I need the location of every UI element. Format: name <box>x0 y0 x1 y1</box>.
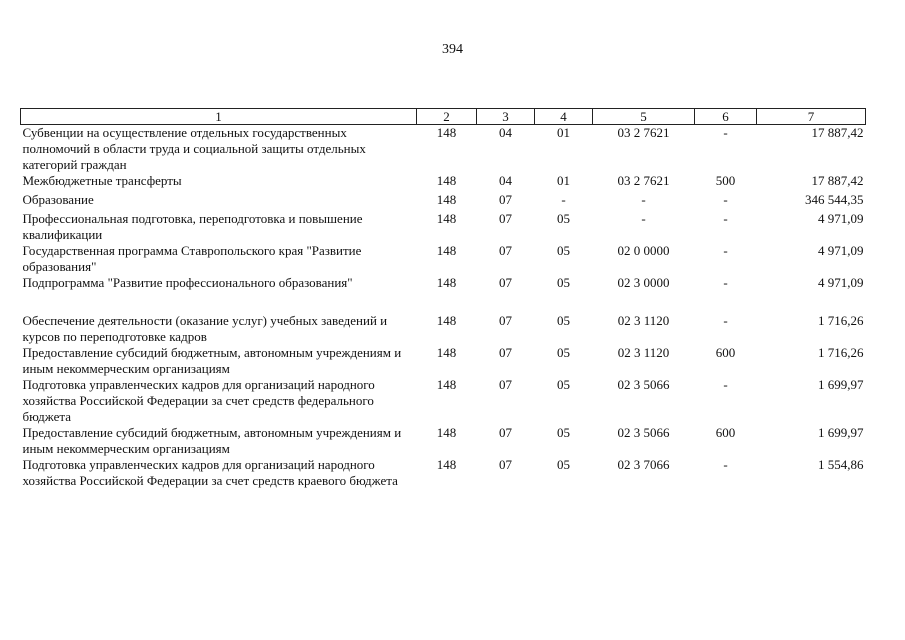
row-name: Подпрограмма "Развитие профессионального образования" <box>22 275 353 290</box>
row-amount: 17 887,42 <box>811 125 864 140</box>
row-code-4: 05 <box>557 275 570 290</box>
row-code-6: 500 <box>715 173 736 188</box>
row-code-3: 07 <box>499 457 512 472</box>
row-code-3: 07 <box>499 313 512 328</box>
row-code-5: 02 3 1120 <box>617 345 670 360</box>
row-code-3: 07 <box>499 243 512 258</box>
column-header-4: 4 <box>535 109 593 125</box>
row-code-6: - <box>723 377 728 392</box>
row-code-5: - <box>641 192 646 207</box>
row-name: Подготовка управленческих кадров для организаций народного хозяйства Российской Федерации за счет средств краевого бюджета <box>22 457 398 488</box>
row-code-6: - <box>723 313 728 328</box>
row-amount: 4 971,09 <box>818 275 864 290</box>
row-name: Обеспечение деятельности (оказание услуг) учебных заведений и курсов по переподготовке кадров <box>22 313 388 344</box>
row-amount: 1 716,26 <box>818 345 864 360</box>
row-amount: 4 971,09 <box>818 243 864 258</box>
row-code-5: 02 3 7066 <box>617 457 670 472</box>
row-code-5: 02 3 0000 <box>617 275 670 290</box>
row-amount: 17 887,42 <box>811 173 864 188</box>
row-code-4: 05 <box>557 313 570 328</box>
row-code-2: 148 <box>436 275 457 290</box>
row-code-5: 02 3 5066 <box>617 425 670 440</box>
row-code-3: 07 <box>499 425 512 440</box>
column-header-3: 3 <box>477 109 535 125</box>
table-row <box>21 173 866 192</box>
row-code-5: 02 3 1120 <box>617 313 670 328</box>
table-row <box>21 125 866 174</box>
column-header-7: 7 <box>757 109 866 125</box>
row-name: Межбюджетные трансферты <box>22 173 182 188</box>
row-code-5: 03 2 7621 <box>617 173 670 188</box>
row-name: Государственная программа Ставропольского края "Развитие образования" <box>22 243 362 274</box>
row-code-5: 02 3 5066 <box>617 377 670 392</box>
row-amount: 1 554,86 <box>818 457 864 472</box>
row-code-5: 03 2 7621 <box>617 125 670 140</box>
row-code-4: 05 <box>557 345 570 360</box>
row-code-5: - <box>641 211 646 226</box>
row-code-2: 148 <box>436 313 457 328</box>
row-code-2: 148 <box>436 243 457 258</box>
row-amount: 1 699,97 <box>818 377 864 392</box>
row-code-2: 148 <box>436 377 457 392</box>
row-amount: 1 699,97 <box>818 425 864 440</box>
row-code-2: 148 <box>436 125 457 140</box>
row-name: Подготовка управленческих кадров для организаций народного хозяйства Российской Федерации за счет средств федерального бюджета <box>22 377 375 424</box>
table-row <box>21 345 866 377</box>
row-code-4: 05 <box>557 377 570 392</box>
table-header-row <box>21 109 866 125</box>
row-code-2: 148 <box>436 425 457 440</box>
row-code-6: 600 <box>715 345 736 360</box>
table-row <box>21 211 866 243</box>
row-code-2: 148 <box>436 345 457 360</box>
column-header-5: 5 <box>593 109 695 125</box>
row-code-3: 04 <box>499 173 512 188</box>
row-amount: 346 544,35 <box>805 192 864 207</box>
row-name: Субвенции на осуществление отдельных государственных полномочий в области труда и социальной защиты отдельных категорий граждан <box>22 125 366 172</box>
table-row <box>21 275 866 294</box>
row-code-6: - <box>723 125 728 140</box>
row-code-2: 148 <box>436 192 457 207</box>
row-name: Профессиональная подготовка, переподготовка и повышение квалификации <box>22 211 363 242</box>
row-code-6: - <box>723 243 728 258</box>
row-code-3: 07 <box>499 377 512 392</box>
row-name: Предоставление субсидий бюджетным, автономным учреждениям и иным некоммерческим организациям <box>22 425 402 456</box>
budget-table <box>20 108 866 489</box>
row-code-6: - <box>723 457 728 472</box>
page-number: 394 <box>442 42 463 57</box>
table-row <box>21 192 866 211</box>
row-name: Предоставление субсидий бюджетным, автономным учреждениям и иным некоммерческим организациям <box>22 345 402 376</box>
row-code-2: 148 <box>436 211 457 226</box>
table-row <box>21 377 866 425</box>
column-header-6: 6 <box>695 109 757 125</box>
row-code-3: 04 <box>499 125 512 140</box>
table-row <box>21 243 866 275</box>
row-code-3: 07 <box>499 275 512 290</box>
row-code-4: 05 <box>557 457 570 472</box>
table-row <box>21 294 866 345</box>
row-amount: 4 971,09 <box>818 211 864 226</box>
row-code-4: - <box>561 192 566 207</box>
row-code-6: 600 <box>715 425 736 440</box>
row-code-4: 05 <box>557 243 570 258</box>
column-header-2: 2 <box>417 109 477 125</box>
row-code-3: 07 <box>499 211 512 226</box>
row-code-6: - <box>723 211 728 226</box>
column-header-1: 1 <box>21 109 417 125</box>
table-row <box>21 457 866 489</box>
row-code-3: 07 <box>499 192 512 207</box>
row-code-2: 148 <box>436 173 457 188</box>
row-code-6: - <box>723 192 728 207</box>
row-name: Образование <box>22 192 94 207</box>
row-code-5: 02 0 0000 <box>617 243 670 258</box>
row-code-2: 148 <box>436 457 457 472</box>
row-code-4: 05 <box>557 425 570 440</box>
row-code-4: 05 <box>557 211 570 226</box>
row-code-4: 01 <box>557 125 570 140</box>
row-amount: 1 716,26 <box>818 313 864 328</box>
row-code-6: - <box>723 275 728 290</box>
row-code-4: 01 <box>557 173 570 188</box>
table-row <box>21 425 866 457</box>
row-code-3: 07 <box>499 345 512 360</box>
